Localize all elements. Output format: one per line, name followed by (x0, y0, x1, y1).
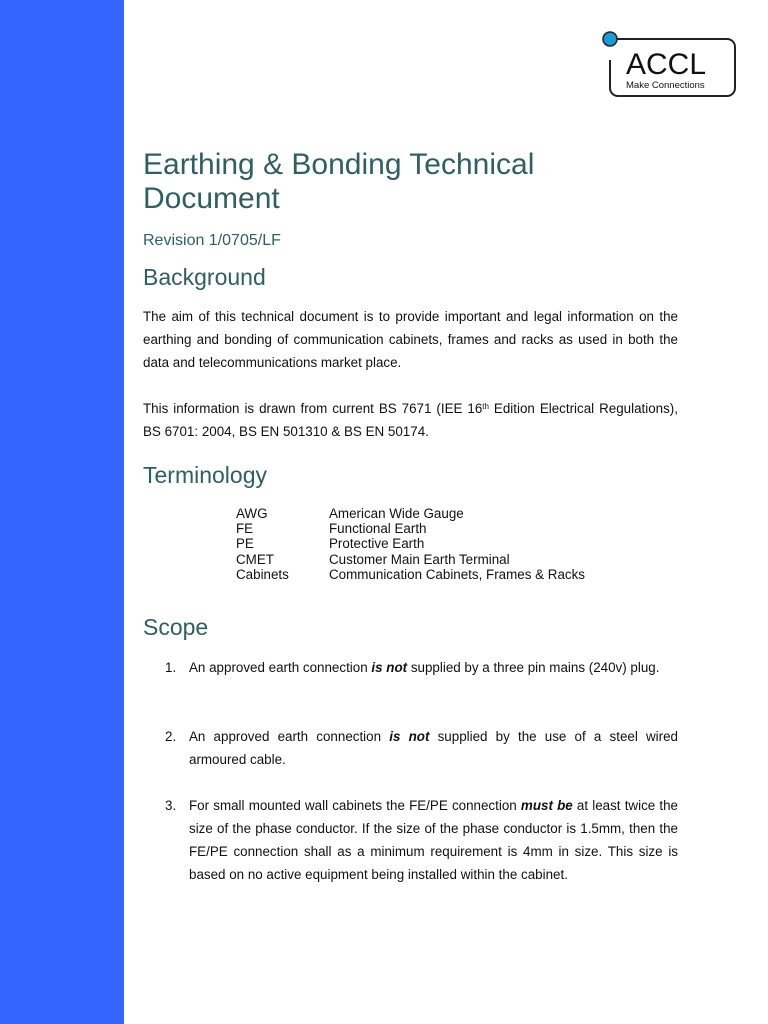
term-abbreviation: FE (236, 521, 254, 537)
term-definition: Functional Earth (329, 521, 427, 537)
document-title: Earthing & Bonding Technical Document (143, 148, 535, 215)
list-item (236, 536, 585, 551)
term-definition: American Wide Gauge (329, 506, 464, 521)
background-heading: Background (143, 264, 266, 290)
list-item (236, 552, 585, 567)
list-text: For small mounted wall cabinets the FE/PE connection must be at least twice the size of the phase conductor. If the size of the phase conductor is 1.5mm, then the FE/PE connection shall as a minimum requirement is 4mm in size. This size is based on no active equipment being installed within the cabinet. (189, 798, 679, 882)
term-definition: Customer Main Earth Terminal (329, 551, 510, 567)
list-text: An approved earth connection is not supplied by a three pin mains (240v) plug. (189, 660, 660, 675)
terminology-heading: Terminology (143, 462, 267, 488)
sidebar-stripe (0, 0, 124, 1024)
terminology-list (236, 506, 585, 582)
term-definition: Communication Cabinets, Frames & Racks (329, 566, 585, 582)
background-paragraph-2: This information is drawn from current BS 7671 (IEE 16th Edition Electrical Regulations), BS 6701: 2004, BS EN 501310 & BS EN 50174. (143, 401, 678, 439)
term-abbreviation: AWG (236, 506, 268, 521)
list-item (236, 567, 585, 582)
scope-item-3 (143, 794, 678, 886)
logo-tagline: Make Connections (626, 80, 705, 91)
scope-item-2 (143, 725, 678, 771)
scope-heading: Scope (143, 614, 209, 640)
scope-item-1 (143, 656, 678, 679)
list-number: 2. (165, 729, 177, 744)
list-item (236, 521, 585, 536)
background-paragraph-1: The aim of this technical document is to provide important and legal information on the earthing and bonding of communication cabinets, frames and racks as used in both the data and telecommunications market place. (143, 309, 678, 370)
revision-label: Revision 1/0705/LF (143, 232, 281, 249)
list-text: An approved earth connection is not supplied by the use of a steel wired armoured cable. (189, 729, 679, 767)
term-abbreviation: PE (236, 536, 254, 552)
term-definition: Protective Earth (329, 536, 425, 552)
list-number: 1. (165, 660, 177, 675)
logo-text: ACCL (626, 48, 707, 81)
list-item (236, 506, 585, 521)
term-abbreviation: Cabinets (236, 566, 289, 582)
list-number: 3. (165, 798, 177, 813)
term-abbreviation: CMET (236, 551, 274, 567)
accl-logo (600, 30, 740, 100)
